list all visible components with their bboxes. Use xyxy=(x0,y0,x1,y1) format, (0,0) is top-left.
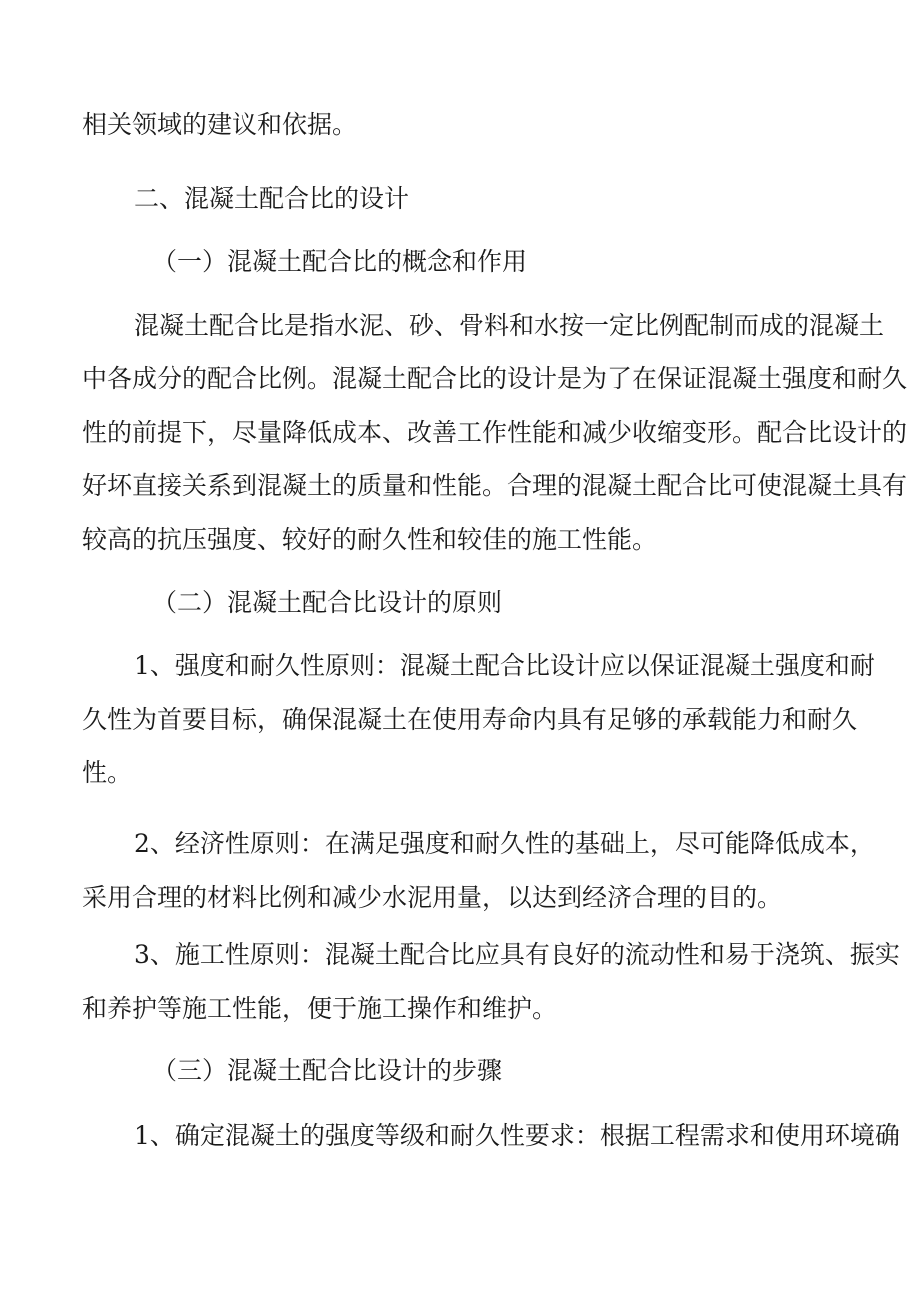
subsection-heading-2-2: （二）混凝土配合比设计的原则 xyxy=(152,588,503,617)
list-item-line: 采用合理的材料比例和减少水泥用量，以达到经济合理的目的。 xyxy=(82,883,783,912)
list-item-line: 久性为首要目标，确保混凝土在使用寿命内具有足够的承载能力和耐久 xyxy=(82,705,858,734)
paragraph-continuation: 相关领域的建议和依据。 xyxy=(82,110,358,139)
paragraph-line: 性的前提下，尽量降低成本、改善工作性能和减少收缩变形。配合比设计的 xyxy=(82,418,908,447)
paragraph-line: 混凝土配合比是指水泥、砂、骨料和水按一定比例配制而成的混凝土 xyxy=(134,311,885,340)
paragraph-line: 好坏直接关系到混凝土的质量和性能。合理的混凝土配合比可使混凝土具有 xyxy=(82,471,908,500)
list-item-line: 3、施工性原则：混凝土配合比应具有良好的流动性和易于浇筑、振实 xyxy=(134,940,900,969)
list-item-line: 性。 xyxy=(82,758,133,787)
subsection-heading-2-1: （一）混凝土配合比的概念和作用 xyxy=(152,247,528,276)
list-item-line: 和养护等施工性能，便于施工操作和维护。 xyxy=(82,994,558,1023)
subsection-heading-2-3: （三）混凝土配合比设计的步骤 xyxy=(152,1056,503,1085)
paragraph-line: 中各成分的配合比例。混凝土配合比的设计是为了在保证混凝土强度和耐久 xyxy=(82,364,908,393)
list-item-line: 2、经济性原则：在满足强度和耐久性的基础上，尽可能降低成本， xyxy=(134,829,875,858)
paragraph-line: 较高的抗压强度、较好的耐久性和较佳的施工性能。 xyxy=(82,525,658,554)
section-heading-2: 二、混凝土配合比的设计 xyxy=(134,184,410,213)
list-item-line: 1、确定混凝土的强度等级和耐久性要求：根据工程需求和使用环境确 xyxy=(134,1121,900,1150)
list-item-line: 1、强度和耐久性原则：混凝土配合比设计应以保证混凝土强度和耐 xyxy=(134,651,875,680)
